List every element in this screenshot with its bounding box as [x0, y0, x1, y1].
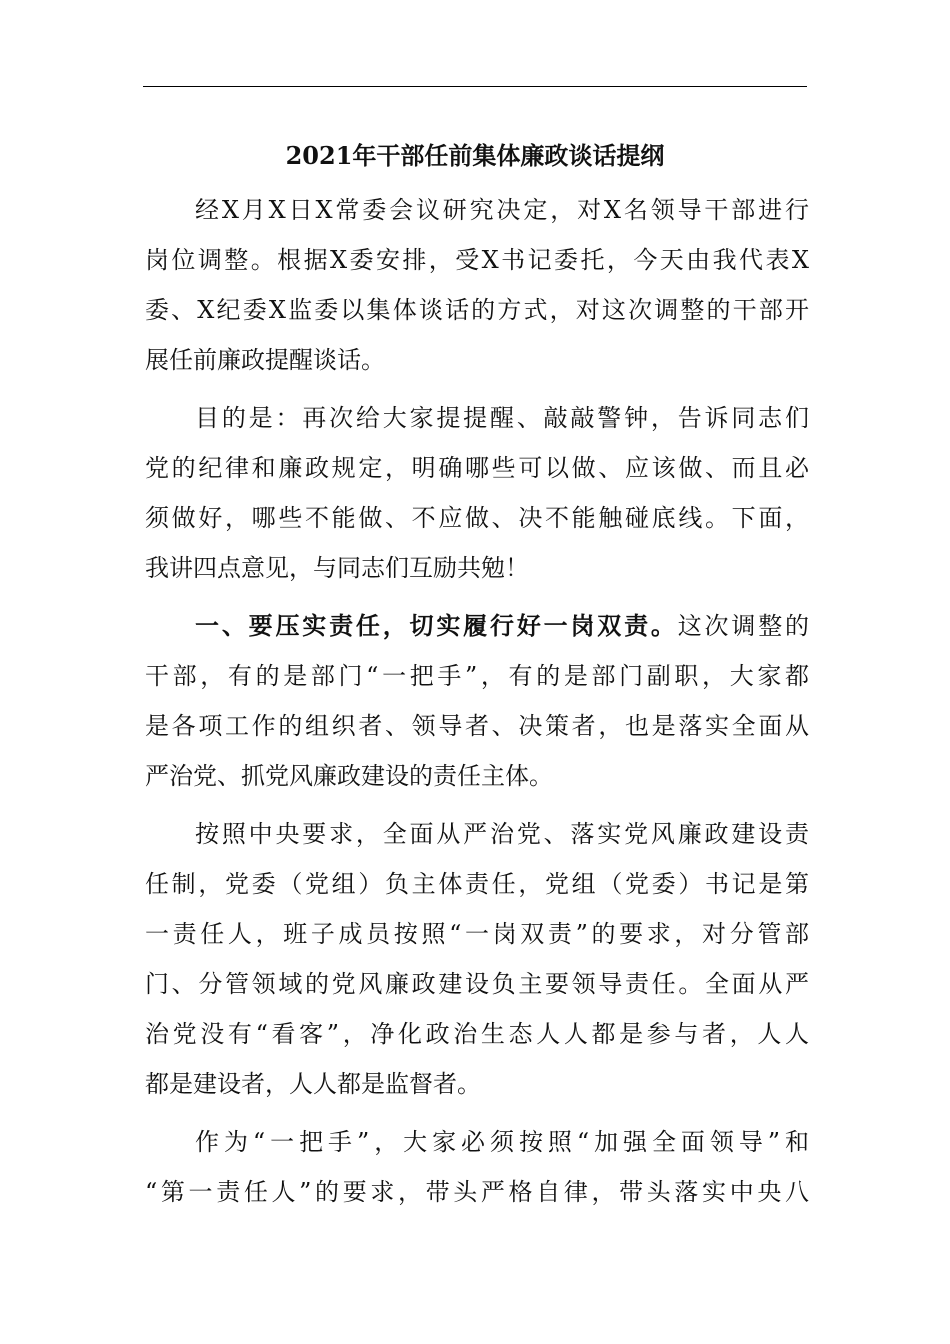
- text-line: 我讲四点意见，与同志们互励共勉！: [145, 554, 529, 582]
- paragraph-leaders: [145, 1117, 809, 1217]
- section-heading: 一、要压实责任，切实履行好一岗双责。: [195, 611, 678, 640]
- text-line: 委、X纪委X监委以集体谈话的方式，对这次调整的干部开: [145, 296, 809, 324]
- text-line: 作为“一把手”，大家必须按照“加强全面领导”和: [195, 1128, 809, 1156]
- paragraph-purpose: [145, 393, 809, 593]
- text-run: 这次调整的: [677, 612, 809, 640]
- text-line: 门、分管领域的党风廉政建设负主要领导责任。全面从严: [145, 970, 809, 998]
- paragraph-section-one: [145, 601, 809, 801]
- text-line: 严治党、抓党风廉政建设的责任主体。: [145, 762, 553, 790]
- paragraph-intro: [145, 185, 809, 385]
- text-line: 岗位调整。根据X委安排，受X书记委托，今天由我代表X: [145, 246, 809, 274]
- paragraph-requirements: [145, 809, 809, 1109]
- text-line: 一责任人，班子成员按照“一岗双责”的要求，对分管部: [145, 920, 809, 948]
- document-body: [145, 185, 809, 1225]
- header-rule: [143, 86, 807, 87]
- text-line: 经X月X日X常委会议研究决定，对X名领导干部进行: [195, 196, 809, 224]
- document-title: 2021年干部任前集体廉政谈话提纲: [285, 141, 665, 170]
- text-line: 干部，有的是部门“一把手”，有的是部门副职，大家都: [145, 662, 809, 690]
- text-line: 党的纪律和廉政规定，明确哪些可以做、应该做、而且必: [145, 454, 809, 482]
- text-line: “第一责任人”的要求，带头严格自律，带头落实中央八: [145, 1178, 809, 1206]
- text-line: 按照中央要求，全面从严治党、落实党风廉政建设责: [195, 820, 809, 848]
- text-line: 须做好，哪些不能做、不应做、决不能触碰底线。下面，: [145, 504, 809, 532]
- text-line: 都是建设者，人人都是监督者。: [145, 1070, 481, 1098]
- text-line: 任制，党委（党组）负主体责任，党组（党委）书记是第: [145, 870, 809, 898]
- text-line: 治党没有“看客”，净化政治生态人人都是参与者，人人: [145, 1020, 809, 1048]
- text-line: 是各项工作的组织者、领导者、决策者，也是落实全面从: [145, 712, 809, 740]
- text-line: 目的是：再次给大家提提醒、敲敲警钟，告诉同志们: [195, 404, 809, 432]
- text-line: [145, 601, 809, 651]
- text-line: 展任前廉政提醒谈话。: [145, 346, 385, 374]
